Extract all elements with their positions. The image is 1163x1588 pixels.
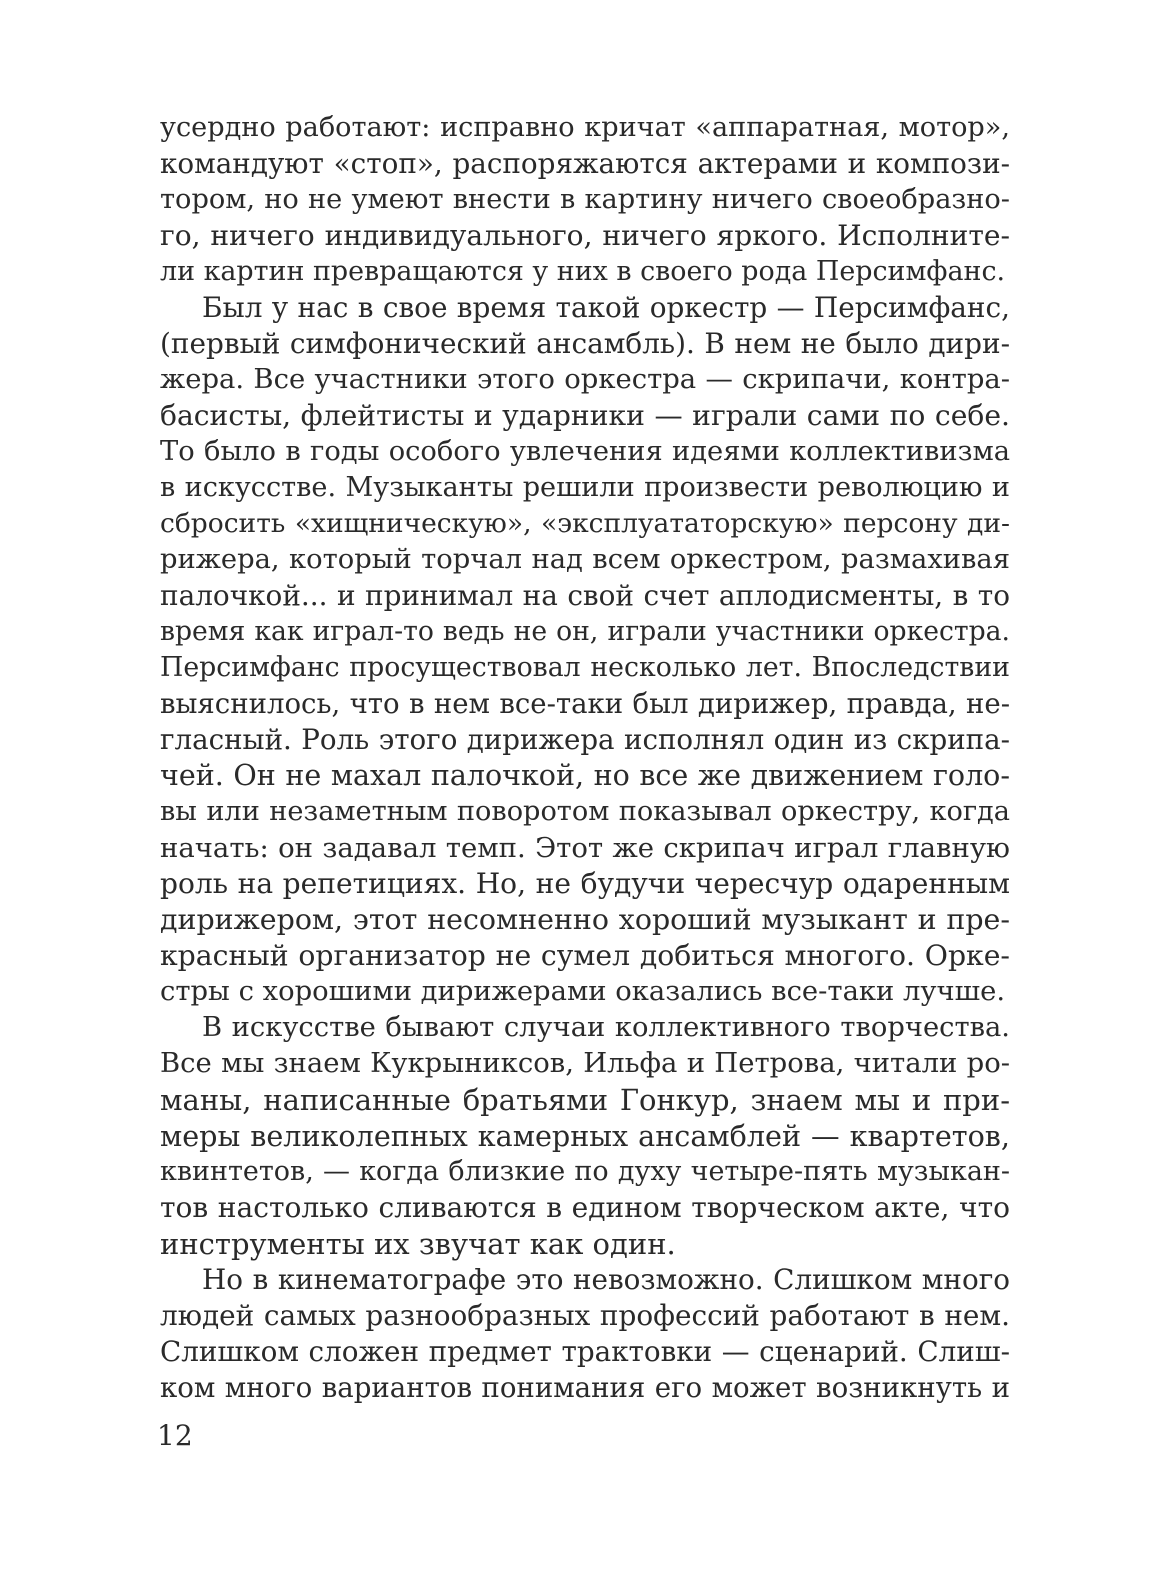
- paragraph: [160, 1262, 1010, 1406]
- text-line: (первый симфонический ансамбль). В нем не было дири-: [160, 327, 1010, 360]
- paragraph: [160, 290, 1010, 1010]
- text-line: ком много вариантов понимания его может возникнуть и: [160, 1371, 1010, 1404]
- text-line: рижера, который торчал над всем оркестром, размахивая: [160, 544, 1010, 575]
- text-line: гласный. Роль этого дирижера исполнял один из скрипа-: [160, 723, 1010, 756]
- text-line: сбросить «хищническую», «эксплуататорскую» персону ди-: [160, 508, 1010, 539]
- body-text: [160, 110, 1010, 1406]
- text-line: маны, написанные братьями Гонкур, знаем мы и при-: [160, 1083, 1010, 1117]
- text-line: Все мы знаем Кукрыниксов, Ильфа и Петрова, читали ро-: [160, 1048, 1010, 1079]
- text-line: усердно работают: исправно кричат «аппаратная, мотор»,: [160, 112, 1010, 143]
- text-line: Но в кинематографе это невозможно. Слишком много: [202, 1263, 1010, 1296]
- text-line: палочкой... и принимал на свой счет аплодисменты, в то: [160, 579, 1010, 612]
- paragraph: [160, 110, 1010, 290]
- text-line: жера. Все участники этого оркестра — скрипачи, контра-: [160, 364, 1010, 395]
- text-line: инструменты их звучат как один.: [160, 1227, 676, 1261]
- text-line: вы или незаметным поворотом показывал оркестру, когда: [160, 796, 1010, 827]
- text-line: басисты, флейтисты и ударники — играли сами по себе.: [160, 399, 1010, 432]
- text-line: стры с хорошими дирижерами оказались все-таки лучше.: [160, 976, 1006, 1007]
- text-line: выяснилось, что в нем все-таки был дирижер, правда, не-: [160, 688, 1010, 720]
- text-line: командуют «стоп», распоряжаются актерами и компози-: [160, 147, 1010, 180]
- paragraph: [160, 1010, 1010, 1262]
- text-line: начать: он задавал темп. Этот же скрипач играл главную: [160, 832, 1010, 864]
- text-line: меры великолепных камерных ансамблей — квартетов,: [160, 1119, 1010, 1153]
- text-line: тов настолько сливаются в едином творческом акте, что: [160, 1191, 1010, 1224]
- text-line: го, ничего индивидуального, ничего яркого. Исполните-: [160, 219, 1010, 252]
- text-line: Персимфанс просуществовал несколько лет. Впоследствии: [160, 652, 1010, 683]
- text-line: Слишком сложен предмет трактовки — сценарий. Слиш-: [160, 1335, 1010, 1368]
- text-line: чей. Он не махал палочкой, но все же движением голо-: [160, 759, 1010, 792]
- text-line: людей самых разнообразных профессий работают в нем.: [160, 1299, 1010, 1332]
- text-line: тором, но не умеют внести в картину ничего своеобразно-: [160, 184, 1010, 215]
- text-line: Был у нас в свое время такой оркестр — Персимфанс,: [202, 291, 1010, 324]
- text-line: То было в годы особого увлечения идеями коллективизма: [160, 436, 1010, 467]
- text-line: время как играл-то ведь не он, играли участники оркестра.: [160, 616, 1010, 647]
- text-line: В искусстве бывают случаи коллективного творчества.: [202, 1012, 1010, 1043]
- page-number: 12: [157, 1419, 193, 1452]
- text-line: ли картин превращаются у них в своего рода Персимфанс.: [160, 256, 1006, 287]
- text-line: квинтетов, — когда близкие по духу четыре-пять музыкан-: [160, 1156, 1010, 1187]
- text-line: роль на репетициях. Но, не будучи чересчур одаренным: [160, 867, 1010, 900]
- text-line: красный организатор не сумел добиться многого. Орке-: [160, 939, 1010, 972]
- text-line: в искусстве. Музыканты решили произвести революцию и: [160, 472, 1010, 503]
- text-line: дирижером, этот несомненно хороший музыкант и пре-: [160, 903, 1010, 936]
